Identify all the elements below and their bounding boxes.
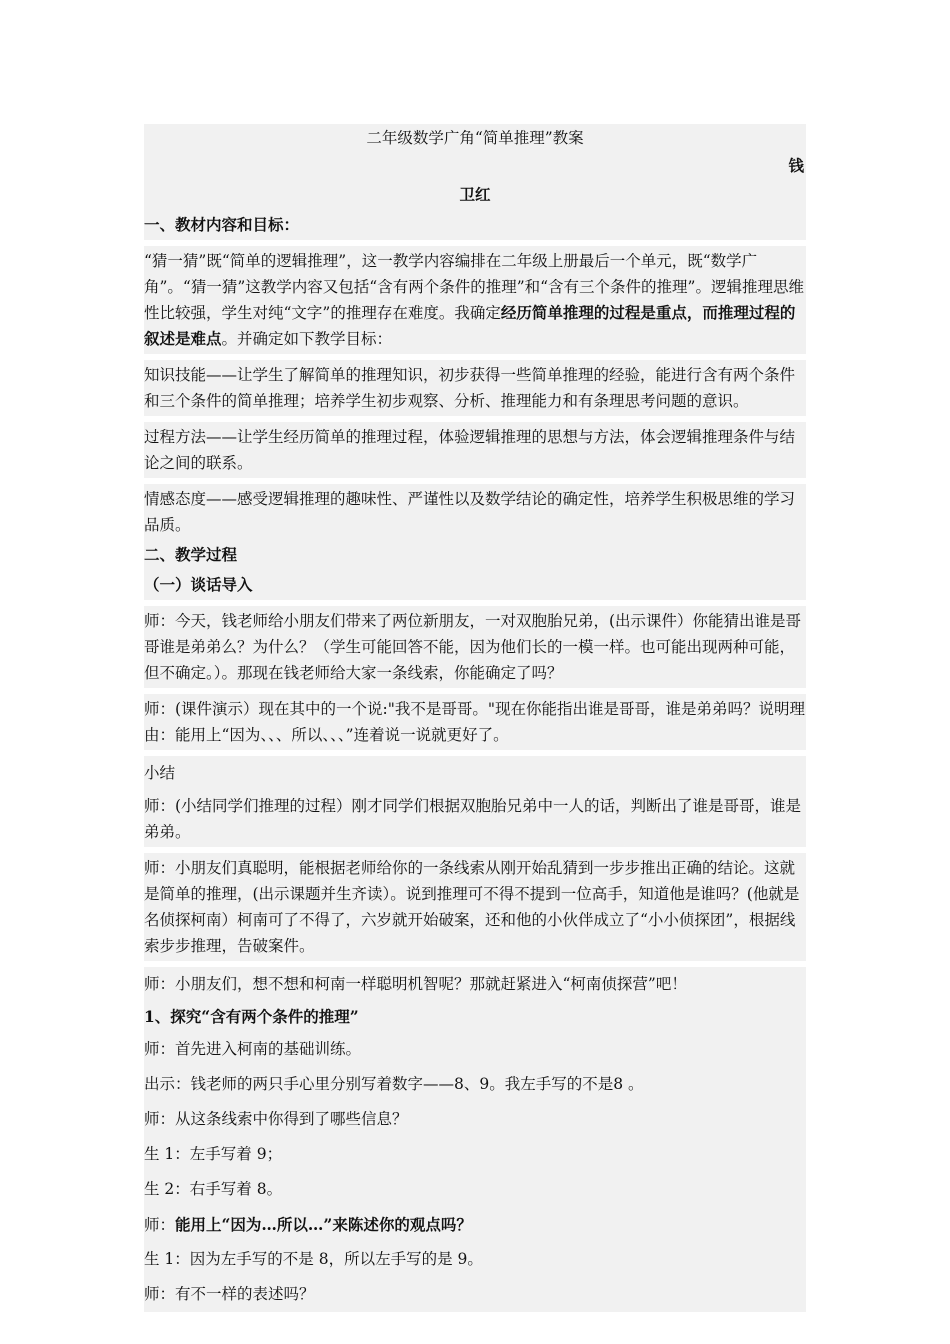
paragraph-10: 师：小朋友们，想不想和柯南一样聪明机智呢？那就赶紧进入“柯南侦探营”吧！ <box>144 967 806 1002</box>
paragraph-1-tail: 。并确定如下教学目标： <box>221 330 393 348</box>
paragraph-14: 生 1：左手写着 9； <box>144 1137 806 1172</box>
subsection-heading-1: （一）谈话导入 <box>144 570 806 600</box>
subsection-heading-2: 1、探究“含有两个条件的推理” <box>144 1002 806 1032</box>
paragraph-4: 情感态度——感受逻辑推理的趣味性、严谨性以及数学结论的确定性，培养学生积极思维的学习品质。 <box>144 484 806 540</box>
paragraph-12: 出示：钱老师的两只手心里分别写着数字——8、9。我左手写的不是8 。 <box>144 1067 806 1102</box>
paragraph-13: 师：从这条线索中你得到了哪些信息？ <box>144 1102 806 1137</box>
paragraph-15: 生 2：右手写着 8。 <box>144 1172 806 1207</box>
paragraph-16-text: 师： <box>144 1216 176 1234</box>
doc-title: 二年级数学广角“简单推理”教案 <box>144 124 806 152</box>
document-body <box>144 124 806 1312</box>
author-line-1: 钱 <box>144 152 806 180</box>
paragraph-18: 师：有不一样的表述吗？ <box>144 1277 806 1312</box>
paragraph-8: 师：(小结同学们推理的过程）刚才同学们根据双胞胎兄弟中一人的话，判断出了谁是哥哥，谁是弟弟。 <box>144 791 806 847</box>
paragraph-9: 师：小朋友们真聪明，能根据老师给你的一条线索从刚开始乱猜到一步步推出正确的结论。这就是简单的推理，(出示课题并生齐读）。说到推理可不得不提到一位高手，知道他是谁吗？(他就是名侦探柯南）柯南可了不得了，六岁就开始破案，还和他的小伙伴成立了“小小侦探团”，根据线索步步推理，告破案件。 <box>144 853 806 961</box>
paragraph-16 <box>144 1207 806 1242</box>
paragraph-11: 师：首先进入柯南的基础训练。 <box>144 1032 806 1067</box>
paragraph-3: 过程方法——让学生经历简单的推理过程，体验逻辑推理的思想与方法，体会逻辑推理条件与结论之间的联系。 <box>144 422 806 478</box>
paragraph-1 <box>144 246 806 354</box>
section-heading-1: 一、教材内容和目标： <box>144 210 806 240</box>
paragraph-5: 师：今天，钱老师给小朋友们带来了两位新朋友，一对双胞胎兄弟，(出示课件）你能猜出谁是哥哥谁是弟弟么？为什么？（学生可能回答不能，因为他们长的一模一样。也可能出现两种可能，但不确定。）。那现在钱老师给大家一条线索，你能确定了吗？ <box>144 606 806 688</box>
paragraph-1-bold: 经历简单推理的过程是重点，而推理过程的叙述是难点 <box>144 303 796 348</box>
paragraph-1-text: “猜一猜”既“简单的逻辑推理”，这一教学内容编排在二年级上册最后一个单元，既“数学广角”。“猜一猜”这教学内容又包括“含有两个条件的推理”和“含有三个条件的推理”。逻辑推理思维性比较强，学生对纯“文字”的推理存在难度。我确定 <box>144 252 804 322</box>
author-line-2: 卫红 <box>144 180 806 210</box>
paragraph-16-bold: 能用上“因为…所以…”来陈述你的观点吗？ <box>175 1215 472 1234</box>
paragraph-7: 小结 <box>144 756 806 791</box>
paragraph-17: 生 1：因为左手写的不是 8，所以左手写的是 9。 <box>144 1242 806 1277</box>
paragraph-2: 知识技能——让学生了解简单的推理知识，初步获得一些简单推理的经验，能进行含有两个条件和三个条件的简单推理；培养学生初步观察、分析、推理能力和有条理思考问题的意识。 <box>144 360 806 416</box>
section-heading-2: 二、教学过程 <box>144 540 806 570</box>
paragraph-6: 师：(课件演示）现在其中的一个说:"我不是哥哥。"现在你能指出谁是哥哥，谁是弟弟吗？说明理由：能用上“因为、、、所以、、、”连着说一说就更好了。 <box>144 694 806 750</box>
